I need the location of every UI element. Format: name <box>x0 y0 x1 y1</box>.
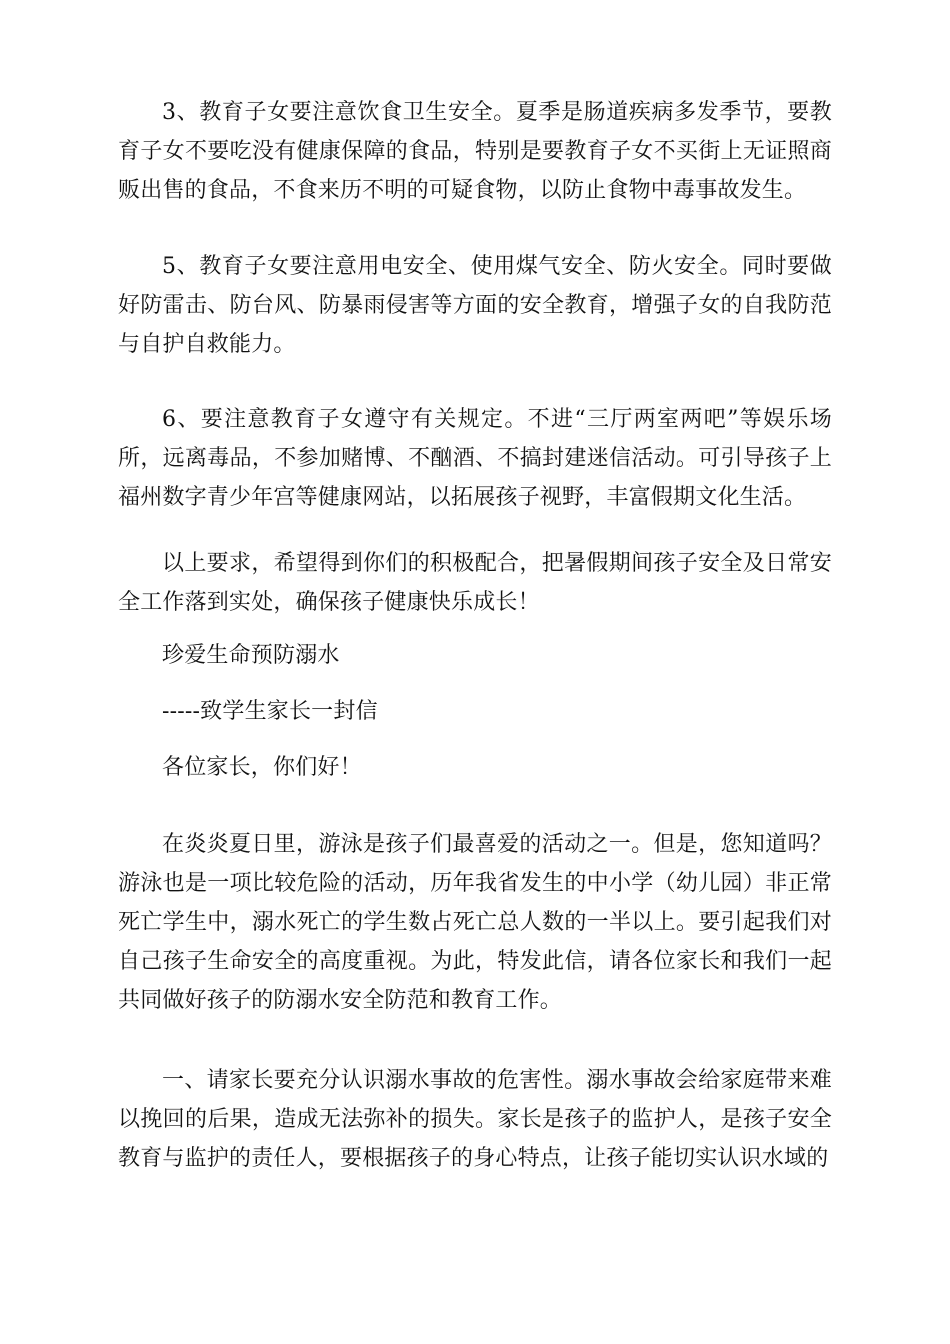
paragraph-food-safety: 3、教育子女要注意饮食卫生安全。夏季是肠道疾病多发季节，要教育子女不要吃没有健康保障的食品，特别是要教育子女不买街上无证照商贩出售的食品，不食来历不明的可疑食物，以防止食物中毒事故发生。 <box>118 100 832 203</box>
paragraph-swimming-danger: 在炎炎夏日里，游泳是孩子们最喜爱的活动之一。但是，您知道吗？游泳也是一项比较危险的活动，历年我省发生的中小学（幼儿园）非正常死亡学生中，溺水死亡的学生数占死亡总人数的一半以上。要引起我们对自己孩子生命安全的高度重视。为此，特发此信，请各位家长和我们一起共同做好孩子的防溺水安全防范和教育工作。 <box>118 832 832 1013</box>
letter-greeting: 各位家长，你们好！ <box>162 755 362 780</box>
letter-subtitle: -----致学生家长一封信 <box>162 699 378 724</box>
paragraph-closing-request: 以上要求，希望得到你们的积极配合，把暑假期间孩子安全及日常安全工作落到实处，确保孩子健康快乐成长！ <box>118 551 832 615</box>
paragraph-regulations: 6、要注意教育子女遵守有关规定。不进“三厅两室两吧”等娱乐场所，远离毒品，不参加赌博、不酗酒、不搞封建迷信活动。可引导孩子上福州数字青少年宫等健康网站，以拓展孩子视野，丰富假期文化生活。 <box>118 407 832 510</box>
paragraph-parents-awareness: 一、请家长要充分认识溺水事故的危害性。溺水事故会给家庭带来难以挽回的后果，造成无法弥补的损失。家长是孩子的监护人，是孩子安全教育与监护的责任人，要根据孩子的身心特点，让孩子能切实认识水域的 <box>118 1068 832 1171</box>
letter-title: 珍爱生命预防溺水 <box>162 643 340 668</box>
paragraph-electricity-fire-safety: 5、教育子女要注意用电安全、使用煤气安全、防火安全。同时要做好防雷击、防台风、防暴雨侵害等方面的安全教育，增强子女的自我防范与自护自救能力。 <box>118 254 832 357</box>
